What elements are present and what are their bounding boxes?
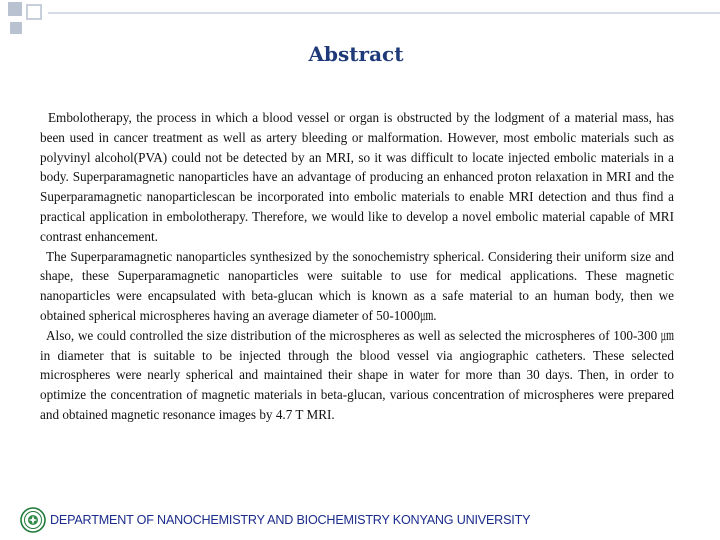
decor-square bbox=[8, 2, 22, 16]
abstract-paragraph: Also, we could controlled the size distribution of the microspheres as well as selected the microspheres of 100-300 ㎛ in diameter that is suitable to be injected through the blood vessel via angiographic catheters. These selected microspheres were nearly spherical and maintained their shape in water for more than 30 days. Then, in order to optimize the concentration of magnetic materials in beta-glucan, various concentration of microspheres were prepared and obtained magnetic resonance images by 4.7 T MRI. bbox=[40, 327, 674, 422]
header-rule bbox=[48, 12, 720, 14]
decor-square bbox=[26, 4, 42, 20]
department-name: DEPARTMENT OF NANOCHEMISTRY AND BIOCHEMISTRY KONYANG UNIVERSITY bbox=[50, 513, 531, 527]
slide-footer bbox=[20, 506, 530, 534]
slide-title: Abstract bbox=[308, 42, 404, 66]
university-seal-icon bbox=[20, 507, 46, 533]
abstract-body bbox=[40, 108, 674, 425]
abstract-paragraph: The Superparamagnetic nanoparticles synthesized by the sonochemistry spherical. Considering their uniform size and shape, these Superparamagnetic nanoparticles were suitable to use for medical applications. These magnetic nanoparticles were encapsulated with beta-glucan which is known as a safe material to an human body, then we obtained spherical microspheres having an average diameter of 50-1000㎛. bbox=[40, 248, 674, 323]
decor-square bbox=[10, 22, 22, 34]
abstract-paragraph: Embolotherapy, the process in which a blood vessel or organ is obstructed by the lodgment of a material mass, has been used in cancer treatment as well as artery bleeding or malformation. However, most embolic materials such as polyvinyl alcohol(PVA) could not be detected by an MRI, so it was difficult to locate injected embolic materials in a body. Superparamagnetic nanoparticles have an advantage of producing an enhanced proton relaxation in MRI and the Superparamagnetic nanoparticlescan be incorporated into embolic materials to enable MRI detection and thus find a practical application in embolotherapy. Therefore, we would like to develop a novel embolic material capable of MRI contrast enhancement. bbox=[40, 110, 674, 244]
